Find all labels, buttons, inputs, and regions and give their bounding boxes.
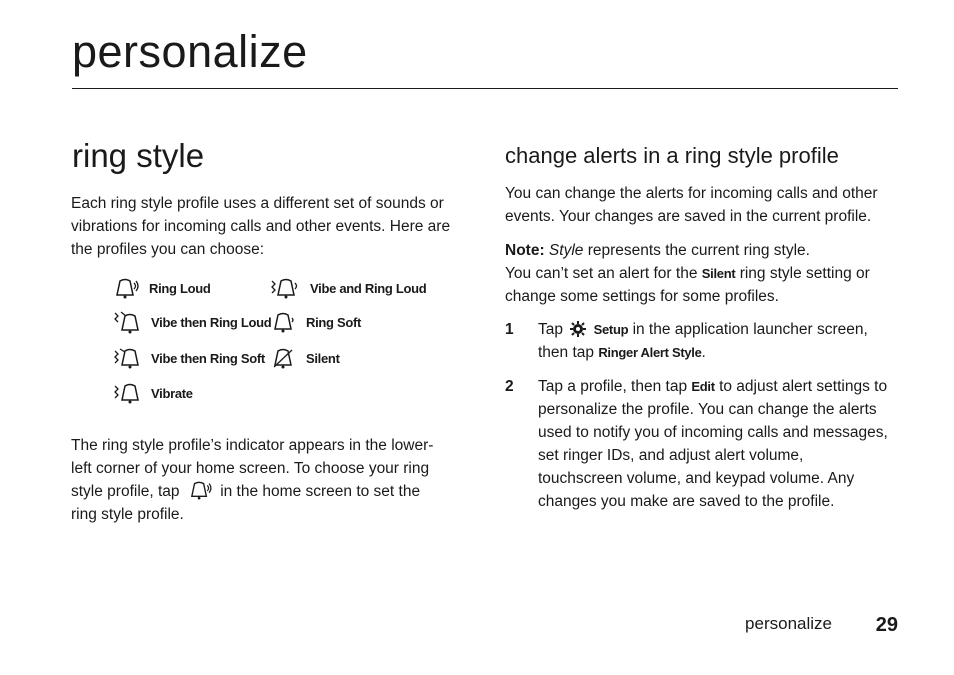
page-number: 29	[875, 614, 898, 636]
profile-ring-loud	[113, 276, 211, 300]
ring-style-indicator-icon	[188, 480, 212, 500]
outro-text-2: in the home screen to set the ring style profile.	[71, 483, 421, 523]
ring-loud-icon	[113, 277, 139, 299]
profile-label: Ring Loud	[149, 280, 211, 296]
step-number: 2	[505, 378, 514, 395]
vibrate-icon	[113, 382, 141, 404]
profile-silent	[270, 346, 340, 370]
intro-paragraph: Each ring style profile uses a different set of sounds or vibrations for incoming calls and other events. Here are the profiles you can choose:	[71, 195, 451, 258]
step-number: 1	[505, 321, 514, 338]
profile-label: Vibe then Ring Loud	[151, 314, 272, 330]
profile-label: Silent	[306, 350, 340, 366]
step-2	[505, 375, 890, 513]
profile-label: Vibe then Ring Soft	[151, 350, 265, 366]
outro-paragraph	[71, 434, 443, 526]
page-title: personalize	[72, 26, 308, 77]
note-paragraph	[505, 239, 900, 308]
setup-term: Setup	[593, 322, 629, 337]
note-text: ring style setting or change some settings for some profiles.	[505, 265, 870, 305]
step-text-part: to adjust alert settings to personalize the profile. You can change the alerts used to notify you of incoming calls and messages, set ringer IDs, and adjust alert volume, touchscreen volume, and keypad volume. Any changes you make are saved to the profile.	[538, 378, 888, 510]
profile-label: Vibrate	[151, 385, 193, 401]
sub-section-title: change alerts in a ring style profile	[505, 143, 839, 168]
ringer-alert-style-term: Ringer Alert Style	[598, 345, 702, 360]
step-text-part: in the application launcher screen, then tap	[538, 321, 868, 361]
footer-section-label: personalize	[745, 614, 832, 633]
note-label: Note:	[505, 242, 545, 259]
section-title: ring style	[72, 137, 205, 174]
step-text-part: Tap	[538, 321, 563, 338]
silent-term: Silent	[701, 266, 736, 281]
profile-vibe-then-ring-loud	[113, 310, 271, 334]
vibe-then-ring-soft-icon	[113, 347, 141, 369]
outro-text-1: The ring style profile’s indicator appears in the lower-left corner of your home screen. To choose your ring style profile, tap	[71, 437, 434, 500]
step-text	[538, 318, 900, 364]
step-1	[505, 318, 900, 364]
profile-ring-soft	[270, 310, 361, 334]
title-divider	[72, 88, 898, 89]
silent-icon	[270, 347, 296, 369]
step-text-part: .	[701, 344, 706, 361]
note-text: You can’t set an alert for the	[505, 265, 698, 282]
note-style-word: Style	[548, 242, 584, 259]
alerts-paragraph: You can change the alerts for incoming calls and other events. Your changes are saved in the current profile.	[505, 185, 878, 225]
setup-icon	[569, 320, 587, 338]
edit-term: Edit	[691, 379, 715, 394]
vibe-then-ring-loud-icon	[113, 310, 141, 334]
profile-label: Ring Soft	[306, 314, 362, 330]
profile-vibrate	[113, 381, 193, 405]
vibe-and-ring-loud-icon	[270, 277, 300, 299]
ring-soft-icon	[270, 311, 296, 333]
profile-vibe-and-ring-loud	[270, 276, 426, 300]
profile-list	[113, 276, 453, 408]
profile-label: Vibe and Ring Loud	[310, 280, 427, 296]
note-text: represents the current ring style.	[587, 242, 810, 259]
step-text	[538, 375, 890, 513]
profile-vibe-then-ring-soft	[113, 346, 265, 370]
step-text-part: Tap a profile, then tap	[538, 378, 688, 395]
